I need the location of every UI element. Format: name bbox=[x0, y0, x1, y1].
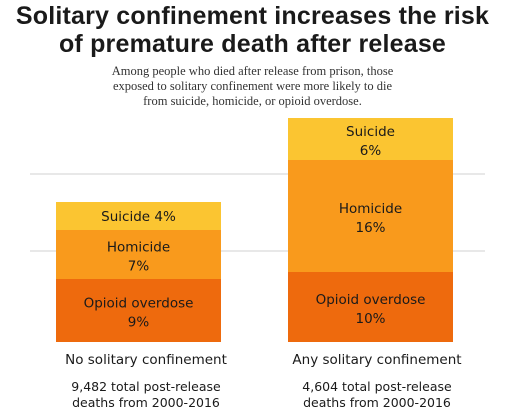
segment-label-suicide-any-solitary-name: Suicide bbox=[346, 124, 395, 140]
total-deaths-note-no-solitary-line-2: deaths from 2000-2016 bbox=[72, 395, 220, 410]
segment-label-homicide-no-solitary-value: 7% bbox=[127, 258, 150, 275]
segment-label-suicide-any-solitary-value: 6% bbox=[359, 143, 382, 159]
segment-label-opioid-overdose-no-solitary-name: Opioid overdose bbox=[83, 295, 194, 312]
chart-title-line-2: of premature death after release bbox=[58, 30, 447, 58]
chart-subtitle-line-1: Among people who died after release from prison, those bbox=[111, 64, 394, 78]
segment-label-homicide-any-solitary-value: 16% bbox=[355, 220, 386, 236]
segment-label-suicide-no-solitary: Suicide 4% bbox=[101, 209, 176, 225]
category-label-any-solitary: Any solitary confinement bbox=[292, 352, 462, 368]
total-deaths-note-no-solitary-line-1: 9,482 total post-release bbox=[71, 379, 221, 394]
chart-title-line-1: Solitary confinement increases the risk bbox=[15, 2, 490, 30]
category-label-no-solitary: No solitary confinement bbox=[65, 352, 227, 368]
segment-label-homicide-any-solitary-name: Homicide bbox=[338, 201, 403, 217]
total-deaths-note-any-solitary-line-1: 4,604 total post-release bbox=[302, 379, 452, 394]
segment-label-opioid-overdose-no-solitary-value: 9% bbox=[127, 314, 150, 331]
segment-label-opioid-overdose-any-solitary-value: 10% bbox=[355, 311, 386, 327]
chart-subtitle-line-2: exposed to solitary confinement were more likely to die bbox=[112, 79, 393, 93]
segment-label-homicide-no-solitary-name: Homicide bbox=[106, 239, 171, 256]
segment-label-opioid-overdose-any-solitary-name: Opioid overdose bbox=[315, 292, 426, 308]
total-deaths-note-any-solitary-line-2: deaths from 2000-2016 bbox=[303, 395, 451, 410]
chart-subtitle-line-3: from suicide, homicide, or opioid overdose. bbox=[143, 94, 362, 108]
